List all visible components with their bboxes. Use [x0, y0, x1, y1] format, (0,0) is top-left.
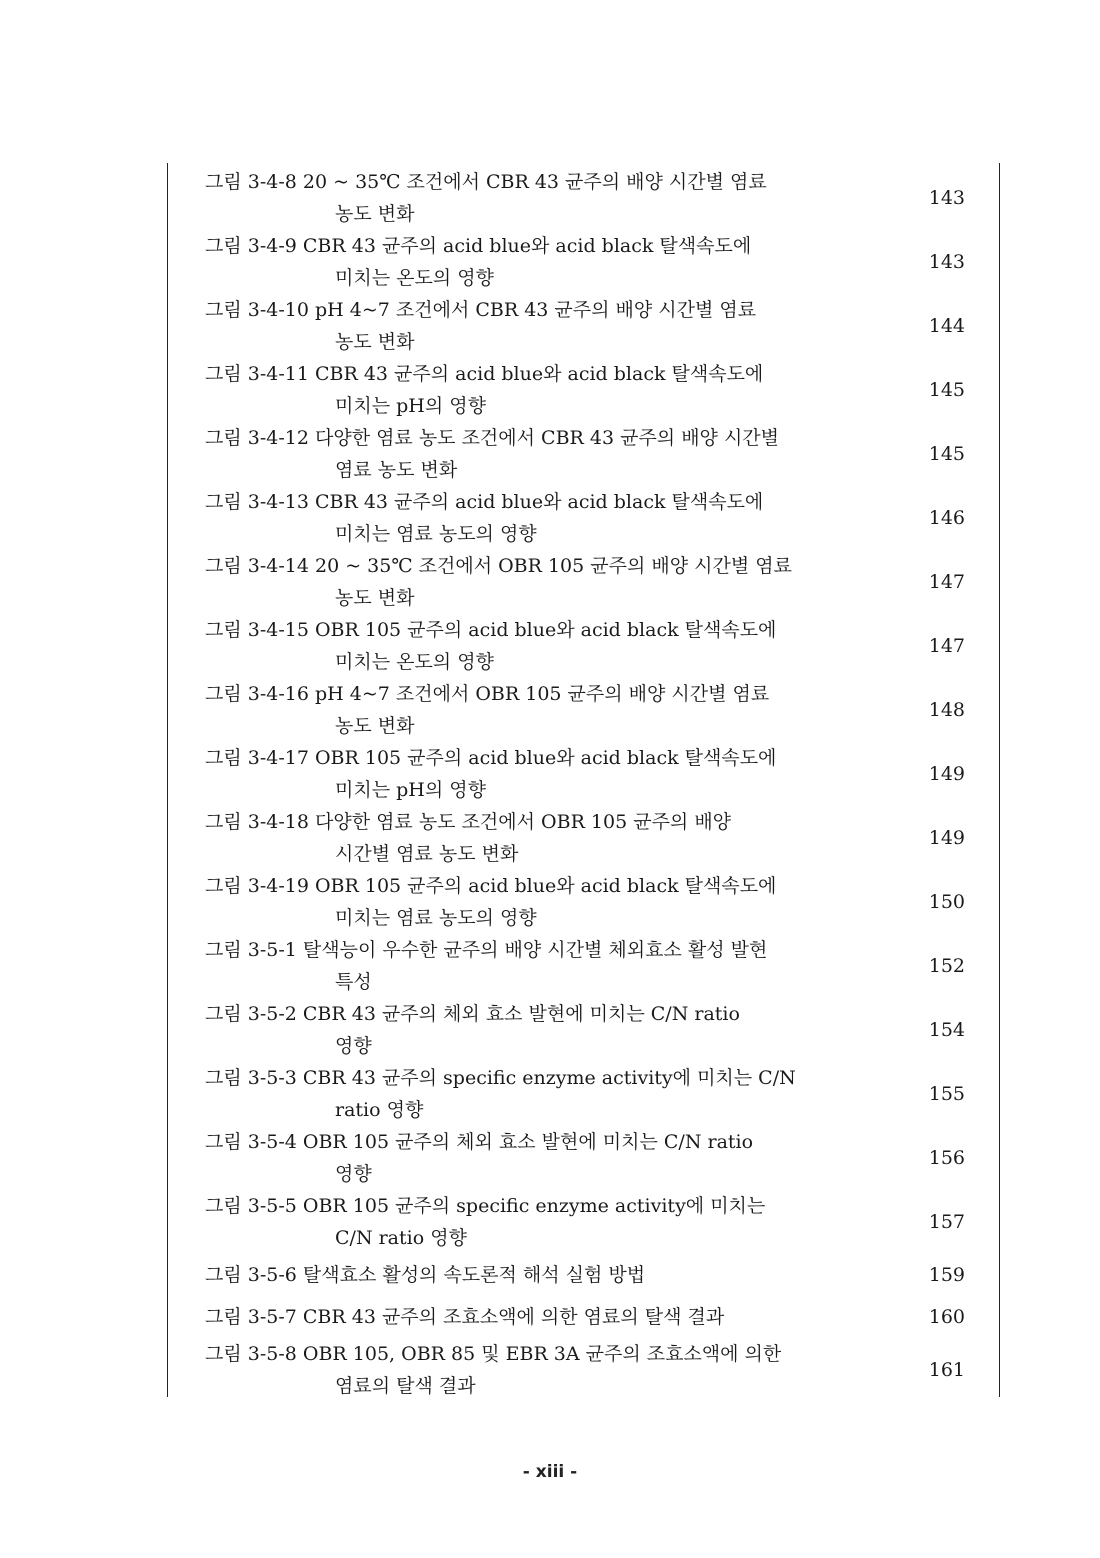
toc-entry[interactable] [205, 998, 975, 1062]
page-footer-number: - xiii - [522, 1462, 578, 1482]
toc-entry[interactable] [205, 870, 975, 934]
toc-entry[interactable] [205, 1062, 975, 1126]
toc-entry[interactable] [205, 486, 975, 550]
toc-entry[interactable] [205, 1254, 975, 1296]
entry-page-number: 150 [928, 891, 965, 913]
entry-title: 그림 3-5-5 OBR 105 균주의 specific enzyme activity에 미치는 C/N ratio 영향 [205, 1195, 766, 1249]
entry-title: 그림 3-4-9 CBR 43 균주의 acid blue와 acid black 탈색속도에 미치는 온도의 영향 [205, 235, 752, 289]
entry-page-number: 155 [928, 1083, 965, 1105]
entry-title: 그림 3-4-11 CBR 43 균주의 acid blue와 acid black 탈색속도에 미치는 pH의 영향 [205, 363, 764, 417]
entry-page-number: 147 [928, 571, 965, 593]
toc-entry[interactable] [205, 166, 975, 230]
entry-page-number: 156 [928, 1147, 965, 1169]
toc-entry[interactable] [205, 1126, 975, 1190]
entry-title: 그림 3-5-8 OBR 105, OBR 85 및 EBR 3A 균주의 조효소액에 의한 염료의 탈색 결과 [205, 1343, 782, 1397]
entry-page-number: 159 [928, 1264, 965, 1286]
toc-entry[interactable] [205, 550, 975, 614]
entry-page-number: 143 [928, 187, 965, 209]
entry-page-number: 161 [928, 1359, 965, 1381]
entry-page-number: 144 [928, 315, 965, 337]
toc-entry[interactable] [205, 1296, 975, 1338]
entry-page-number: 149 [928, 827, 965, 849]
entry-page-number: 147 [928, 635, 965, 657]
entry-title: 그림 3-5-7 CBR 43 균주의 조효소액에 의한 염료의 탈색 결과 [205, 1306, 725, 1328]
entry-page-number: 154 [928, 1019, 965, 1041]
entry-title: 그림 3-5-4 OBR 105 균주의 체외 효소 발현에 미치는 C/N ratio 영향 [205, 1131, 754, 1185]
entry-page-number: 145 [928, 443, 965, 465]
entry-page-number: 157 [928, 1211, 965, 1233]
entry-title: 그림 3-4-17 OBR 105 균주의 acid blue와 acid black 탈색속도에 미치는 pH의 영향 [205, 747, 777, 801]
entry-title: 그림 3-4-10 pH 4~7 조건에서 CBR 43 균주의 배양 시간별 염료 농도 변화 [205, 299, 757, 353]
toc-entry[interactable] [205, 678, 975, 742]
entry-page-number: 143 [928, 251, 965, 273]
entry-page-number: 149 [928, 763, 965, 785]
entry-title: 그림 3-5-3 CBR 43 균주의 specific enzyme activity에 미치는 C/N ratio 영향 [205, 1067, 796, 1121]
entry-title: 그림 3-4-16 pH 4~7 조건에서 OBR 105 균주의 배양 시간별 염료 농도 변화 [205, 683, 770, 737]
toc-entry[interactable] [205, 614, 975, 678]
figure-list [205, 166, 975, 1402]
entry-title: 그림 3-4-8 20 ~ 35℃ 조건에서 CBR 43 균주의 배양 시간별 염료 농도 변화 [205, 171, 767, 225]
toc-entry[interactable] [205, 806, 975, 870]
toc-entry[interactable] [205, 742, 975, 806]
entry-title: 그림 3-5-2 CBR 43 균주의 체외 효소 발현에 미치는 C/N ratio 영향 [205, 1003, 740, 1057]
entry-page-number: 152 [928, 955, 965, 977]
entry-title: 그림 3-5-6 탈색효소 활성의 속도론적 해석 실험 방법 [205, 1264, 646, 1286]
entry-title: 그림 3-4-14 20 ~ 35℃ 조건에서 OBR 105 균주의 배양 시간별 염료 농도 변화 [205, 555, 792, 609]
toc-entry[interactable] [205, 934, 975, 998]
entry-page-number: 148 [928, 699, 965, 721]
entry-title: 그림 3-4-12 다양한 염료 농도 조건에서 CBR 43 균주의 배양 시간별 염료 농도 변화 [205, 427, 780, 481]
toc-entry[interactable] [205, 422, 975, 486]
toc-entry[interactable] [205, 358, 975, 422]
toc-entry[interactable] [205, 230, 975, 294]
toc-entry[interactable] [205, 1338, 975, 1402]
toc-entry[interactable] [205, 1190, 975, 1254]
entry-page-number: 160 [928, 1306, 965, 1328]
entry-page-number: 146 [928, 507, 965, 529]
toc-entry[interactable] [205, 294, 975, 358]
entry-title: 그림 3-5-1 탈색능이 우수한 균주의 배양 시간별 체외효소 활성 발현 특성 [205, 939, 768, 993]
entry-title: 그림 3-4-15 OBR 105 균주의 acid blue와 acid black 탈색속도에 미치는 온도의 영향 [205, 619, 777, 673]
entry-title: 그림 3-4-18 다양한 염료 농도 조건에서 OBR 105 균주의 배양 시간별 염료 농도 변화 [205, 811, 732, 865]
entry-title: 그림 3-4-19 OBR 105 균주의 acid blue와 acid black 탈색속도에 미치는 염료 농도의 영향 [205, 875, 777, 929]
entry-title: 그림 3-4-13 CBR 43 균주의 acid blue와 acid black 탈색속도에 미치는 염료 농도의 영향 [205, 491, 764, 545]
entry-page-number: 145 [928, 379, 965, 401]
